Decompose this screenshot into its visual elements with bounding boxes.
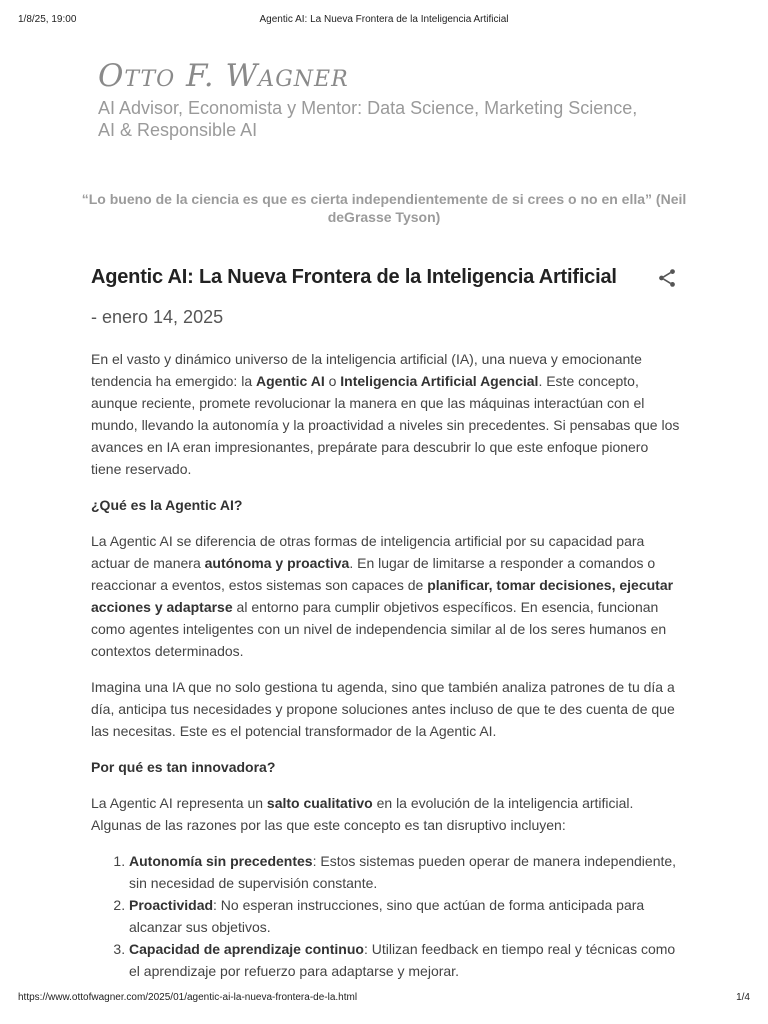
bold-text: Agentic AI [256,373,325,389]
paragraph-innovation [91,792,681,836]
paragraph-intro [91,348,681,480]
print-page-title: Agentic AI: La Nueva Frontera de la Inteligencia Artificial [259,14,509,25]
blog-title[interactable]: Otto F. Wagner [98,58,349,94]
text: : Utilizan feedback en tiempo real y técnicas como el aprendizaje por refuerzo para adaptarse y mejorar. [129,941,676,979]
text: : Estos sistemas pueden operar de manera independiente, sin necesidad de supervisión constante. [129,853,677,891]
section-heading: Por qué es tan innovadora? [91,759,276,775]
print-header [18,14,750,28]
list-item [129,938,681,982]
reasons-list [91,850,681,982]
print-page-number: 1/4 [736,992,750,1003]
text: en la evolución de la inteligencia artificial. Algunas de las razones por las que este concepto es tan disruptivo incluyen: [91,795,634,833]
print-url: https://www.ottofwagner.com/2025/01/agentic-ai-la-nueva-frontera-de-la.html [18,992,358,1003]
print-footer [18,992,750,1006]
list-item [129,894,681,938]
bold-text: Autonomía sin precedentes [129,853,313,869]
paragraph-definition [91,530,681,662]
list-item [129,850,681,894]
text: La Agentic AI se diferencia de otras formas de inteligencia artificial por su capacidad para actuar de manera [91,533,645,571]
bold-text: Inteligencia Artificial Agencial [340,373,539,389]
text: . Este concepto, aunque reciente, promete revolucionar la manera en que las máquinas interactúan con el mundo, llevando la autonomía y la proactividad a niveles sin precedentes. Si pensabas que los avances en IA eran impresionantes, prepárate para descubrir lo que este enfoque pionero tiene reservado. [91,373,680,477]
text: En el vasto y dinámico universo de la inteligencia artificial (IA), una nueva y emocionante tendencia ha emergido: la [91,351,642,389]
print-datetime: 1/8/25, 19:00 [18,14,77,25]
share-button[interactable] [656,267,678,289]
bold-text: salto cualitativo [266,795,373,811]
share-icon [656,267,678,289]
blog-description: AI Advisor, Economista y Mentor: Data Science, Marketing Science, AI & Responsible AI [98,98,638,140]
text: La Agentic AI representa un [91,795,267,811]
text: o [324,373,341,389]
post-body [91,348,681,982]
bold-text: Proactividad [129,897,214,913]
post-title[interactable]: Agentic AI: La Nueva Frontera de la Inteligencia Artificial [91,266,617,288]
text: . En lugar de limitarse a responder a comandos o reaccionar a eventos, estos sistemas son capaces de [91,555,656,593]
post-date[interactable]: - enero 14, 2025 [91,307,224,327]
bold-text: planificar, tomar decisiones, ejecutar acciones y adaptarse [91,577,674,615]
paragraph-imagine: Imagina una IA que no solo gestiona tu agenda, sino que también analiza patrones de tu día a día, anticipa tus necesidades y propone soluciones antes incluso de que te des cuenta de que las necesitas. Este es el potencial transformador de la Agentic AI. [91,679,675,739]
bold-text: Capacidad de aprendizaje continuo [129,941,364,957]
section-heading: ¿Qué es la Agentic AI? [91,497,243,513]
bold-text: autónoma y proactiva [204,555,350,571]
blog-quote: “Lo bueno de la ciencia es que es cierta independientemente de si crees o no en ella” (Neil deGrasse Tyson) [81,191,687,225]
text: al entorno para cumplir objetivos específicos. En esencia, funcionan como agentes inteligentes con un nivel de independencia similar al de los seres humanos en contextos determinados. [91,599,667,659]
text: : No esperan instrucciones, sino que actúan de forma anticipada para alcanzar sus objetivos. [129,897,645,935]
